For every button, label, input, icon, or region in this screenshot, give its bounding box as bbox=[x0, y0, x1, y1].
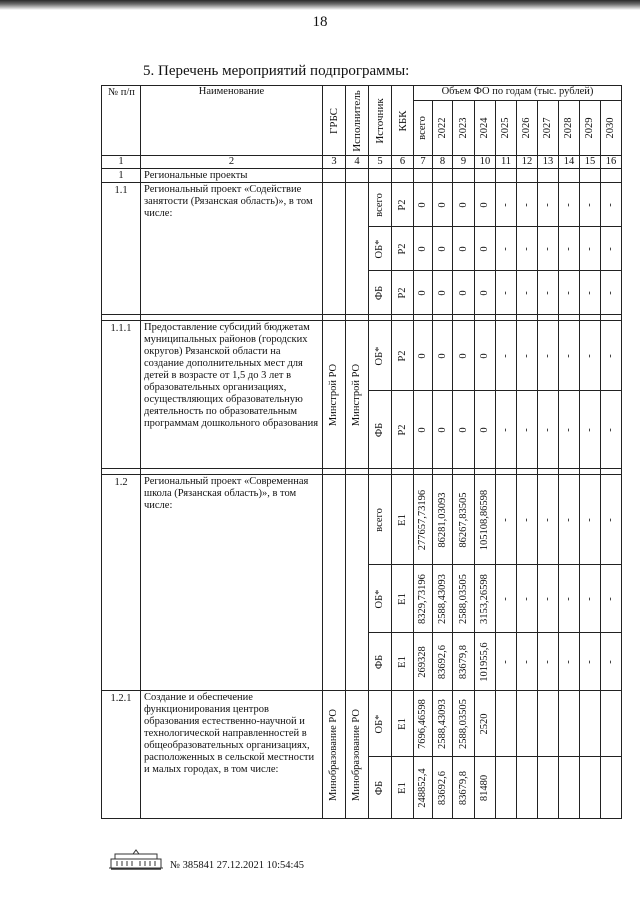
col-num: 5 bbox=[369, 156, 392, 169]
col-num: 16 bbox=[601, 156, 622, 169]
value-cell: 0 bbox=[453, 271, 475, 315]
value-cell: 0 bbox=[414, 183, 433, 227]
kbk-cell: Е1 bbox=[392, 757, 414, 819]
value-cell: - bbox=[601, 391, 622, 469]
value-cell: 0 bbox=[414, 391, 433, 469]
registration-number: № 385841 27.12.2021 10:54:45 bbox=[170, 860, 304, 871]
value-cell: 0 bbox=[475, 183, 496, 227]
header-year: 2030 bbox=[601, 101, 622, 156]
value-cell: 2588,43093 bbox=[433, 565, 453, 633]
value-cell: - bbox=[559, 271, 580, 315]
value-cell: 0 bbox=[475, 391, 496, 469]
value-cell: 0 bbox=[414, 321, 433, 391]
value-cell: - bbox=[559, 475, 580, 565]
header-year: 2025 bbox=[496, 101, 517, 156]
value-cell: 7696,46598 bbox=[414, 691, 433, 757]
kbk-cell: Р2 bbox=[392, 183, 414, 227]
value-cell: 0 bbox=[433, 271, 453, 315]
value-cell: 83692,6 bbox=[433, 633, 453, 691]
executor-cell: Минобразование РО bbox=[346, 691, 369, 819]
row-name: Региональный проект «Современная школа (Рязанская область)», в том числе: bbox=[141, 475, 323, 691]
header-grbs: ГРБС bbox=[323, 86, 346, 156]
value-cell: - bbox=[580, 565, 601, 633]
col-num: 9 bbox=[453, 156, 475, 169]
grbs-cell: Минобразование РО bbox=[323, 691, 346, 819]
value-cell: 8329,73196 bbox=[414, 565, 433, 633]
kbk-cell: Р2 bbox=[392, 321, 414, 391]
source-cell: ФБ bbox=[369, 757, 392, 819]
col-num: 12 bbox=[517, 156, 538, 169]
measures-table bbox=[101, 85, 622, 819]
row-num: 1.2 bbox=[102, 475, 141, 691]
value-cell: - bbox=[517, 321, 538, 391]
grbs-cell: Минстрой РО bbox=[323, 321, 346, 469]
value-cell: 2520 bbox=[475, 691, 496, 757]
header-source: Источник bbox=[369, 86, 392, 156]
value-cell: 0 bbox=[453, 321, 475, 391]
value-cell: - bbox=[580, 633, 601, 691]
value-cell: - bbox=[517, 565, 538, 633]
value-cell: - bbox=[580, 183, 601, 227]
value-cell: - bbox=[496, 565, 517, 633]
value-cell: - bbox=[559, 183, 580, 227]
header-kbk: КБК bbox=[392, 86, 414, 156]
value-cell: 101955,6 bbox=[475, 633, 496, 691]
header-name: Наименование bbox=[141, 86, 323, 156]
col-num: 14 bbox=[559, 156, 580, 169]
row-name: Создание и обеспечение функционирования центров образования естественно-научной и технологической направленностей в общеобразовательных организациях, расположенных в сельской местности и малых городах, в том числе: bbox=[141, 691, 323, 819]
header-year: 2022 bbox=[433, 101, 453, 156]
value-cell: 0 bbox=[475, 271, 496, 315]
value-cell: - bbox=[538, 321, 559, 391]
header-year: 2028 bbox=[559, 101, 580, 156]
value-cell: - bbox=[601, 227, 622, 271]
row-name: Региональный проект «Содействие занятости (Рязанская область)», в том числе: bbox=[141, 183, 323, 315]
value-cell: - bbox=[538, 633, 559, 691]
value-cell: - bbox=[559, 391, 580, 469]
value-cell: 0 bbox=[414, 227, 433, 271]
kbk-cell: Р2 bbox=[392, 391, 414, 469]
table-row bbox=[102, 321, 622, 391]
value-cell: - bbox=[559, 321, 580, 391]
col-num: 13 bbox=[538, 156, 559, 169]
value-cell: - bbox=[496, 475, 517, 565]
registry-stamp-icon bbox=[107, 848, 165, 870]
value-cell: - bbox=[580, 227, 601, 271]
value-cell: 0 bbox=[453, 391, 475, 469]
value-cell: - bbox=[496, 227, 517, 271]
header-year: 2026 bbox=[517, 101, 538, 156]
value-cell: - bbox=[601, 271, 622, 315]
value-cell: 2588,43093 bbox=[433, 691, 453, 757]
source-cell: ОБ* bbox=[369, 321, 392, 391]
kbk-cell: Е1 bbox=[392, 691, 414, 757]
value-cell: 86267,83505 bbox=[453, 475, 475, 565]
kbk-cell: Р2 bbox=[392, 227, 414, 271]
value-cell: - bbox=[580, 391, 601, 469]
value-cell: 2588,03505 bbox=[453, 691, 475, 757]
source-cell: ФБ bbox=[369, 391, 392, 469]
value-cell: - bbox=[538, 475, 559, 565]
row-num: 1 bbox=[102, 169, 141, 183]
source-cell: ОБ* bbox=[369, 227, 392, 271]
source-cell: ОБ* bbox=[369, 691, 392, 757]
col-num: 6 bbox=[392, 156, 414, 169]
value-cell: - bbox=[517, 391, 538, 469]
value-cell: 248852,4 bbox=[414, 757, 433, 819]
value-cell: - bbox=[517, 227, 538, 271]
value-cell: - bbox=[601, 321, 622, 391]
source-cell: всего bbox=[369, 475, 392, 565]
value-cell: - bbox=[496, 321, 517, 391]
value-cell: - bbox=[538, 183, 559, 227]
source-cell: ОБ* bbox=[369, 565, 392, 633]
col-num: 8 bbox=[433, 156, 453, 169]
header-num: № п/п bbox=[102, 86, 141, 156]
kbk-cell: Е1 bbox=[392, 475, 414, 565]
value-cell: - bbox=[580, 271, 601, 315]
table-row bbox=[102, 691, 622, 757]
value-cell: - bbox=[559, 227, 580, 271]
col-num: 4 bbox=[346, 156, 369, 169]
row-num: 1.2.1 bbox=[102, 691, 141, 819]
col-num: 15 bbox=[580, 156, 601, 169]
value-cell: 83679,8 bbox=[453, 633, 475, 691]
header-volume: Объем ФО по годам (тыс. рублей) bbox=[414, 86, 622, 101]
value-cell: - bbox=[601, 633, 622, 691]
value-cell: - bbox=[496, 391, 517, 469]
row-num: 1.1.1 bbox=[102, 321, 141, 469]
value-cell: - bbox=[496, 183, 517, 227]
table-row bbox=[102, 475, 622, 565]
kbk-cell: Р2 bbox=[392, 271, 414, 315]
value-cell: 0 bbox=[453, 183, 475, 227]
value-cell: 0 bbox=[433, 183, 453, 227]
value-cell: - bbox=[580, 321, 601, 391]
value-cell: 83679,8 bbox=[453, 757, 475, 819]
col-num: 1 bbox=[102, 156, 141, 169]
value-cell: - bbox=[601, 475, 622, 565]
kbk-cell: Е1 bbox=[392, 565, 414, 633]
value-cell: - bbox=[496, 633, 517, 691]
section-row bbox=[102, 169, 622, 183]
column-numbers-row bbox=[102, 156, 622, 169]
row-num: 1.1 bbox=[102, 183, 141, 315]
value-cell: 0 bbox=[433, 321, 453, 391]
col-num: 7 bbox=[414, 156, 433, 169]
value-cell: 86281,03093 bbox=[433, 475, 453, 565]
value-cell: 0 bbox=[433, 227, 453, 271]
value-cell: - bbox=[580, 475, 601, 565]
value-cell: 0 bbox=[453, 227, 475, 271]
value-cell: 81480 bbox=[475, 757, 496, 819]
value-cell: 83692,6 bbox=[433, 757, 453, 819]
value-cell: - bbox=[538, 227, 559, 271]
value-cell: 2588,03505 bbox=[453, 565, 475, 633]
col-num: 11 bbox=[496, 156, 517, 169]
value-cell: - bbox=[601, 565, 622, 633]
value-cell: 3153,26598 bbox=[475, 565, 496, 633]
value-cell: - bbox=[538, 391, 559, 469]
table-row bbox=[102, 183, 622, 227]
source-cell: ФБ bbox=[369, 271, 392, 315]
header-year: 2023 bbox=[453, 101, 475, 156]
value-cell: - bbox=[538, 271, 559, 315]
value-cell: - bbox=[517, 475, 538, 565]
source-cell: всего bbox=[369, 183, 392, 227]
header-year: 2029 bbox=[580, 101, 601, 156]
row-name: Региональные проекты bbox=[141, 169, 323, 183]
value-cell: 0 bbox=[414, 271, 433, 315]
value-cell: - bbox=[601, 183, 622, 227]
scan-edge bbox=[0, 0, 640, 10]
value-cell: - bbox=[517, 633, 538, 691]
header-year: 2024 bbox=[475, 101, 496, 156]
executor-cell: Минстрой РО bbox=[346, 321, 369, 469]
header-executor: Исполнитель bbox=[346, 86, 369, 156]
kbk-cell: Е1 bbox=[392, 633, 414, 691]
row-name: Предоставление субсидий бюджетам муниципальных районов (городских округов) Рязанской области на создание дополнительных мест для детей в возрасте от 1,5 до 3 лет в образовательных организациях, осуществляющих образовательную деятельность по образовательным программам дошкольного образования bbox=[141, 321, 323, 469]
value-cell: - bbox=[538, 565, 559, 633]
header-total: всего bbox=[414, 101, 433, 156]
value-cell: 0 bbox=[433, 391, 453, 469]
value-cell: 269328 bbox=[414, 633, 433, 691]
value-cell: 277657,73196 bbox=[414, 475, 433, 565]
col-num: 2 bbox=[141, 156, 323, 169]
value-cell: 105108,86598 bbox=[475, 475, 496, 565]
page-number: 18 bbox=[312, 14, 328, 30]
value-cell: - bbox=[517, 183, 538, 227]
header-year: 2027 bbox=[538, 101, 559, 156]
value-cell: - bbox=[559, 565, 580, 633]
col-num: 10 bbox=[475, 156, 496, 169]
value-cell: - bbox=[517, 271, 538, 315]
col-num: 3 bbox=[323, 156, 346, 169]
value-cell: - bbox=[559, 633, 580, 691]
value-cell: - bbox=[496, 271, 517, 315]
value-cell: 0 bbox=[475, 321, 496, 391]
source-cell: ФБ bbox=[369, 633, 392, 691]
section-title: 5. Перечень мероприятий подпрограммы: bbox=[143, 63, 410, 79]
value-cell: 0 bbox=[475, 227, 496, 271]
